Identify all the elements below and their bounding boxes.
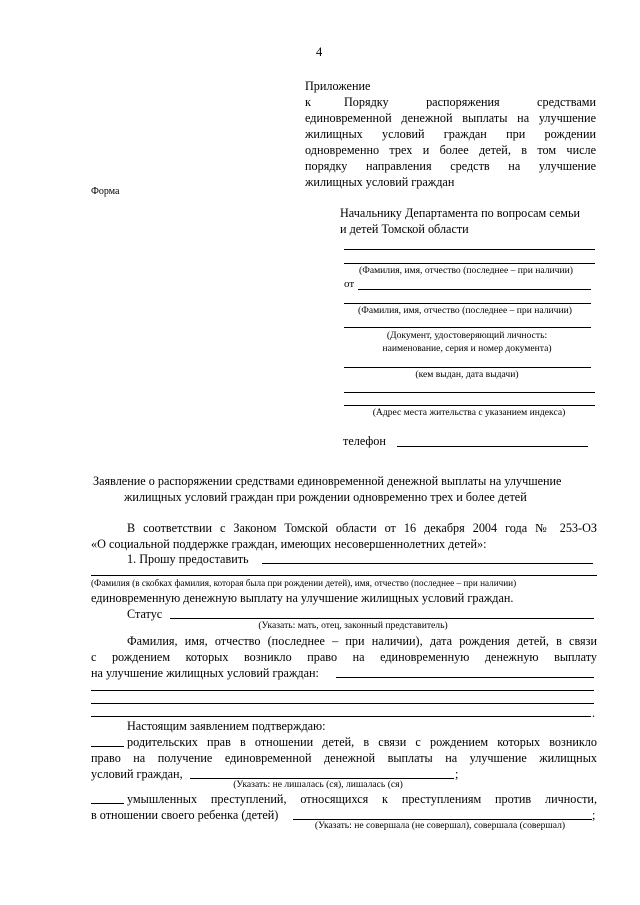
appendix-line-4: одновременно трех и более детей, в том числе	[305, 143, 596, 157]
payment-line: единовременную денежную выплату на улучшение жилищных условий граждан.	[91, 591, 514, 605]
appendix-line-1	[305, 94, 596, 110]
appendix-line-5: порядку направления средств на улучшение	[305, 159, 596, 173]
recipient-line-2	[344, 263, 595, 264]
from-label: от	[344, 278, 355, 290]
appendix-line-1-right: Порядку распоряжения средствами	[344, 95, 596, 109]
applicant-name-line-1	[358, 289, 591, 290]
appendix-title: Приложение	[305, 79, 371, 93]
status-label: Статус	[127, 607, 163, 621]
page-number: 4	[316, 45, 323, 59]
applicant-name-line-2	[344, 303, 591, 304]
parental-line-3: условий граждан,	[91, 767, 183, 781]
crime-blank	[91, 803, 124, 804]
status-line	[170, 618, 594, 619]
crime-line-1: умышленных преступлений, относящихся к преступлениям против личности,	[127, 792, 597, 806]
phone-line	[397, 446, 588, 447]
parental-semicolon: ;	[455, 767, 459, 781]
parental-rights-blank	[91, 746, 124, 747]
statement-title-1: Заявление о распоряжении средствами единовременной денежной выплаты на улучшение	[93, 474, 562, 488]
parental-line-1: родительских прав в отношении детей, в связи с рождением которых возникло	[127, 735, 597, 749]
law-reference-line-2: «О социальной поддержке граждан, имеющих несовершеннолетних детей»:	[91, 537, 487, 551]
children-line-3: на улучшение жилищных условий граждан:	[91, 666, 319, 680]
appendix-line-6: жилищных условий граждан	[305, 175, 455, 189]
issued-by-line	[344, 367, 591, 368]
caption-document-1: (Документ, удостоверяющий личность:	[386, 330, 548, 341]
caption-status: (Указать: мать, отец, законный представитель)	[258, 620, 448, 631]
caption-address: (Адрес места жительства с указанием индекса)	[372, 407, 566, 418]
children-line-1: Фамилия, имя, отчество (последнее – при наличии), дата рождения детей, в связи	[127, 634, 597, 648]
parental-line-2: право на получение единовременной денежной выплаты на улучшение жилищных	[91, 751, 597, 765]
children-data-line-1	[336, 677, 594, 678]
address-line-2	[344, 405, 595, 406]
crime-semicolon: ;	[592, 808, 596, 822]
children-data-line-2	[91, 690, 594, 691]
caption-issued: (кем выдан, дата выдачи)	[415, 369, 519, 380]
recipient-line-1	[344, 249, 595, 250]
statement-title-2: жилищных условий граждан при рождении одновременно трех и более детей	[124, 490, 527, 504]
crime-line-2: в отношении своего ребенка (детей)	[91, 808, 279, 822]
address-line-1	[344, 392, 595, 393]
addressee-line-2: и детей Томской области	[340, 222, 469, 236]
children-data-line-4	[91, 716, 591, 717]
confirm-label: Настоящим заявлением подтверждаю:	[127, 719, 326, 733]
caption-fio-applicant: (Фамилия, имя, отчество (последнее – при наличии)	[358, 305, 572, 316]
law-reference-line-1: В соответствии с Законом Томской области от 16 декабря 2004 года № 253-ОЗ	[127, 521, 597, 535]
recipient-fio-line-2	[91, 575, 597, 576]
caption-deprived: (Указать: не лишалась (ся), лишалась (ся)	[233, 779, 403, 790]
addressee-line-1: Начальнику Департамента по вопросам семьи	[340, 206, 581, 220]
caption-crime: (Указать: не совершала (не совершал), совершала (совершал)	[314, 820, 566, 831]
identity-document-line	[344, 327, 591, 328]
children-period: .	[592, 706, 596, 720]
caption-fio-recipient: (Фамилия, имя, отчество (последнее – при наличии)	[359, 265, 573, 276]
item1-label: 1. Прошу предоставить	[127, 552, 249, 566]
caption-fio-full: (Фамилия (в скобках фамилия, которая была при рождении детей), имя, отчество (последнее – при наличии)	[91, 578, 517, 588]
caption-document-2: наименование, серия и номер документа)	[382, 343, 552, 354]
children-data-line-3	[91, 703, 594, 704]
phone-label: телефон	[343, 434, 386, 448]
appendix-line-2: единовременной денежной выплаты на улучшение	[305, 111, 596, 125]
recipient-fio-line-1	[262, 563, 593, 564]
appendix-line-1-left: к	[305, 95, 311, 109]
children-line-2: с рождением которых возникло право на единовременную денежную выплату	[91, 650, 597, 664]
appendix-line-3: жилищных условий граждан при рождении	[305, 127, 596, 141]
form-label: Форма	[91, 186, 120, 197]
